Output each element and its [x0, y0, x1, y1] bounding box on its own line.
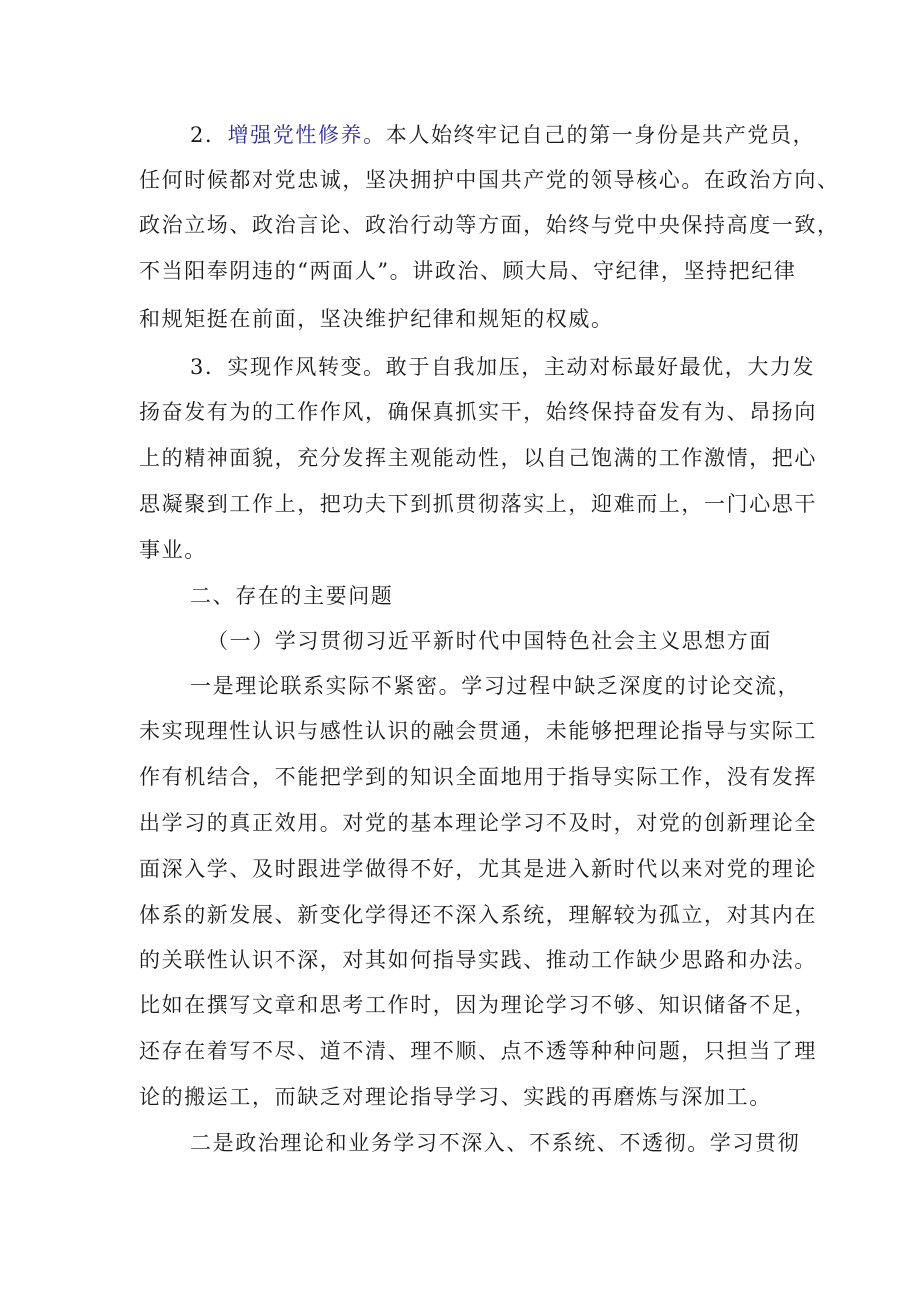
paragraph-3-line-1: 3．实现作风转变。敢于自我加压，主动对标最好最优，大力发 — [190, 355, 816, 379]
paragraph-a-line-6: 体系的新发展、新变化学得还不深入系统，理解较为孤立，对其内在 — [139, 903, 817, 927]
paragraph-a-line-3: 作有机结合，不能把学到的知识全面地用于指导实际工作，没有发挥 — [139, 765, 817, 789]
paragraph-2-text: 本人始终牢记自己的第一身份是共产党员， — [385, 123, 816, 147]
paragraph-a-line-9: 还存在着写不尽、道不清、理不顺、点不透等种种问题，只担当了理 — [139, 1039, 817, 1063]
paragraph-3-line-5: 事业。 — [139, 538, 207, 562]
paragraph-2-line-2: 任何时候都对党忠诚，坚决拥护中国共产党的领导核心。在政治方向、 — [139, 168, 840, 192]
paragraph-a-line-2: 未实现理性认识与感性认识的融会贯通，未能够把理论指导与实际工 — [139, 719, 817, 743]
paragraph-3-line-3: 上的精神面貌，充分发挥主观能动性，以自己饱满的工作激情，把心 — [139, 446, 817, 470]
paragraph-a-line-8: 比如在撰写文章和思考工作时，因为理论学习不够、知识储备不足， — [139, 993, 817, 1017]
paragraph-3-line-4: 思凝聚到工作上，把功夫下到抓贯彻落实上，迎难而上，一门心思干 — [139, 492, 817, 516]
paragraph-a-line-5: 面深入学、及时跟进学做得不好，尤其是进入新时代以来对党的理论 — [139, 857, 817, 881]
paragraph-a-line-1: 一是理论联系实际不紧密。学习过程中缺乏深度的讨论交流， — [190, 674, 801, 698]
paragraph-2-line-1 — [190, 121, 815, 149]
paragraph-2-line-3: 政治立场、政治言论、政治行动等方面，始终与党中央保持高度一致， — [139, 213, 840, 237]
paragraph-3-line-2: 扬奋发有为的工作作风，确保真抓实干，始终保持奋发有为、昂扬向 — [139, 400, 817, 424]
section-heading: 二、存在的主要问题 — [190, 584, 394, 608]
paragraph-a-line-7: 的关联性认识不深，对其如何指导实践、推动工作缺少思路和办法。 — [139, 948, 817, 972]
paragraph-2-highlight: 增强党性修养。 — [227, 123, 386, 147]
paragraph-a-line-10: 论的搬运工，而缺乏对理论指导学习、实践的再磨炼与深加工。 — [139, 1085, 772, 1109]
subsection-heading: （一）学习贯彻习近平新时代中国特色社会主义思想方面 — [207, 629, 772, 653]
paragraph-2-line-5: 和规矩挺在前面，坚决维护纪律和规矩的权威。 — [139, 307, 614, 331]
paragraph-b-line-1: 二是政治理论和业务学习不深入、不系统、不透彻。学习贯彻 — [190, 1131, 801, 1155]
paragraph-a-line-4: 出学习的真正效用。对党的基本理论学习不及时，对党的创新理论全 — [139, 811, 817, 835]
paragraph-2-number: 2． — [190, 123, 228, 147]
paragraph-2-line-4: 不当阳奉阴违的“两面人”。讲政治、顾大局、守纪律，坚持把纪律 — [139, 259, 797, 283]
